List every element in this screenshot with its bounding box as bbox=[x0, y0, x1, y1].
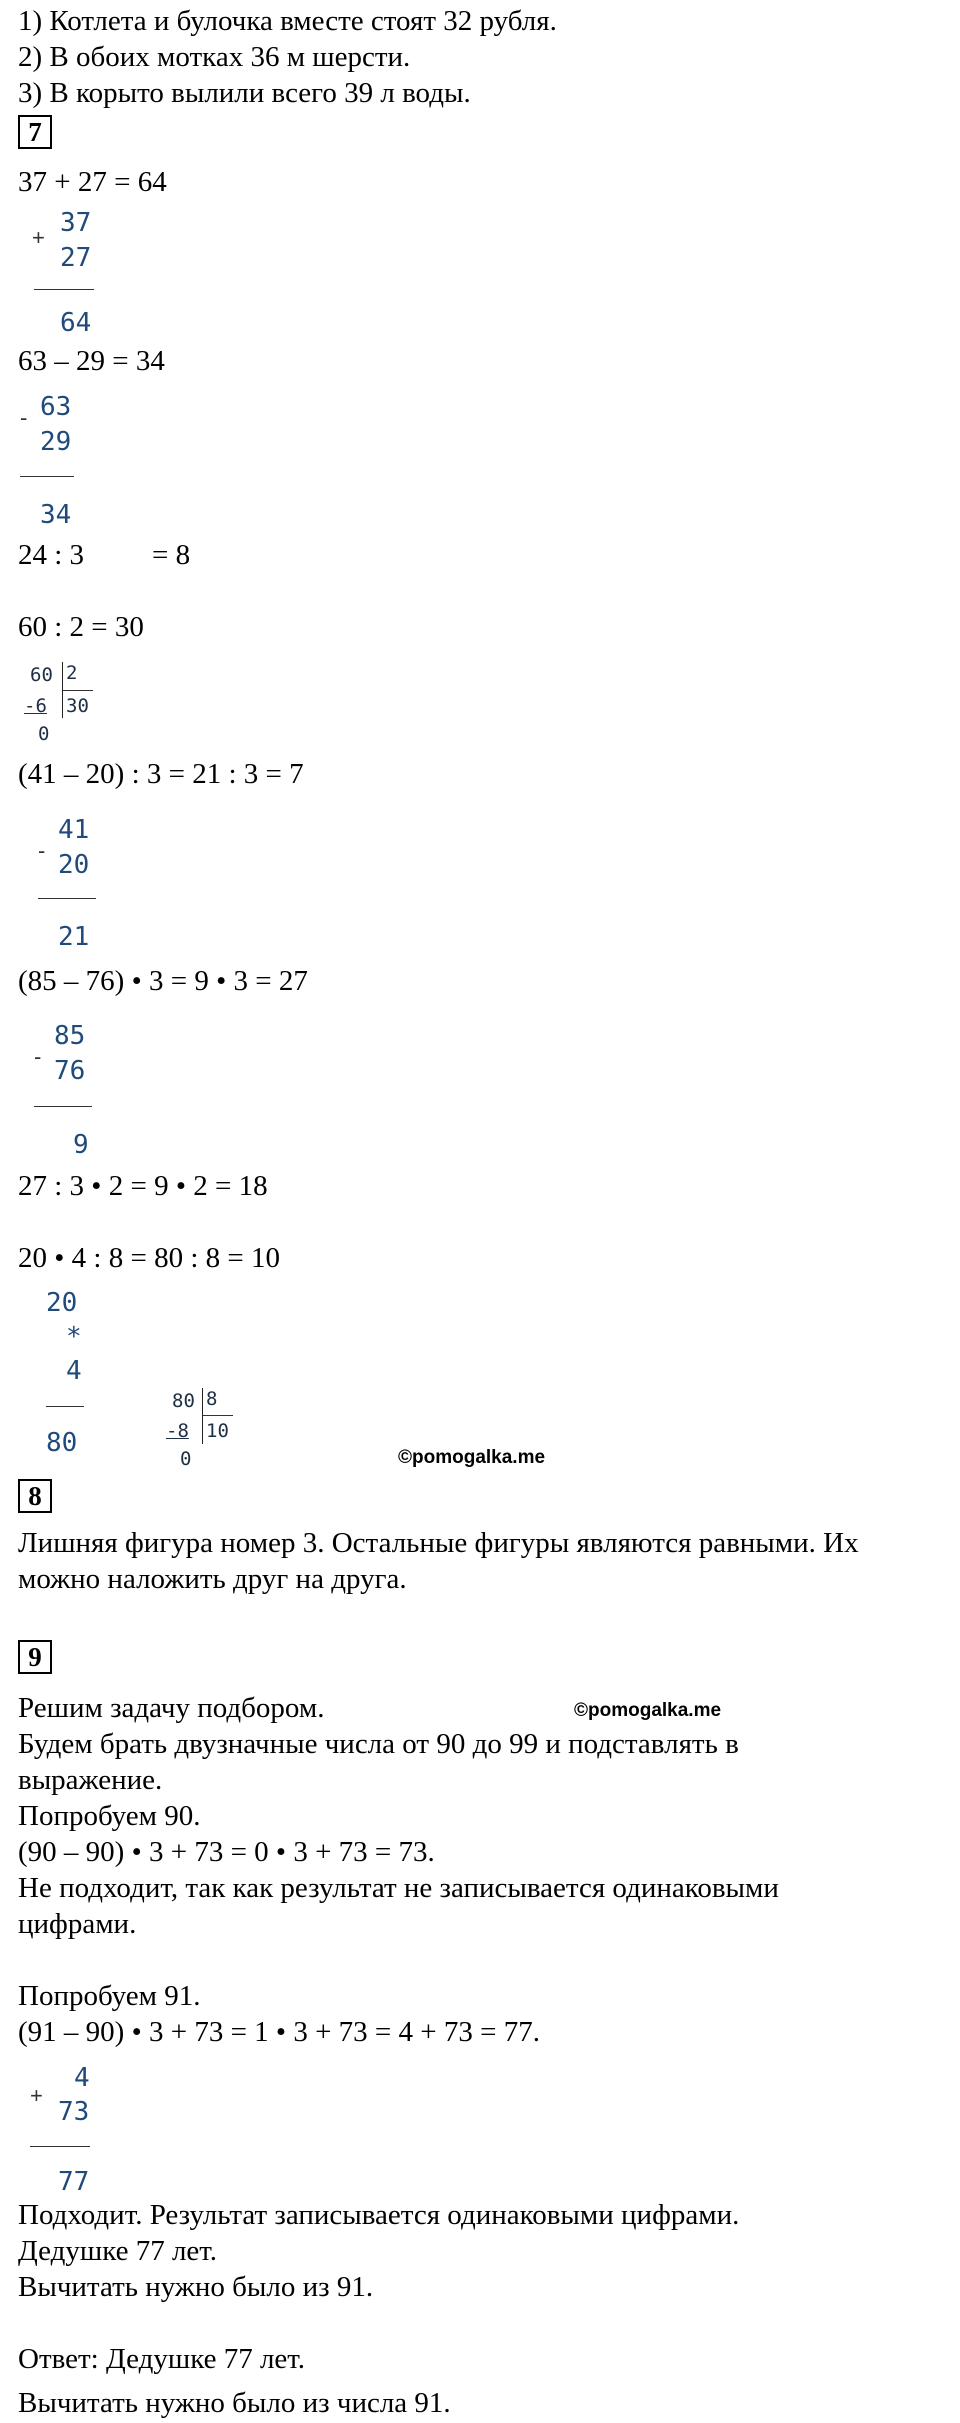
division-bar bbox=[202, 1388, 203, 1444]
watermark: ©pomogalka.me bbox=[574, 1700, 722, 1721]
operand-b: 76 bbox=[54, 1056, 86, 1086]
equation-3: 24 : 3 bbox=[18, 539, 85, 571]
operand-a: 20 bbox=[46, 1288, 78, 1318]
result-line bbox=[46, 1406, 84, 1407]
result-line bbox=[38, 898, 96, 899]
task-9-line-11: Дедушке 77 лет. bbox=[18, 2235, 218, 2267]
remainder: 0 bbox=[180, 1448, 192, 1470]
task-7-number: 7 bbox=[18, 115, 52, 149]
operand-b: 27 bbox=[60, 243, 92, 273]
minus-sign: - bbox=[38, 838, 46, 863]
equation-7: 27 : 3 • 2 = 9 • 2 = 18 bbox=[18, 1170, 268, 1202]
operand-b: 20 bbox=[58, 850, 90, 880]
operand-b: 73 bbox=[58, 2097, 90, 2127]
result: 64 bbox=[60, 308, 92, 338]
task-9-line-5: (90 – 90) • 3 + 73 = 0 • 3 + 73 = 73. bbox=[18, 1836, 435, 1868]
quotient: 30 bbox=[66, 695, 89, 717]
operand-b: 4 bbox=[66, 1356, 82, 1386]
result: 77 bbox=[58, 2167, 90, 2197]
divisor-underline bbox=[203, 1415, 233, 1416]
equation-8: 20 • 4 : 8 = 80 : 8 = 10 bbox=[18, 1242, 280, 1274]
task-9-line-1: Решим задачу подбором. bbox=[18, 1692, 325, 1724]
result: 80 bbox=[46, 1428, 78, 1458]
equation-6: (85 – 76) • 3 = 9 • 3 = 27 bbox=[18, 965, 308, 997]
task-8-line-1: Лишняя фигура номер 3. Остальные фигуры являются равными. Их bbox=[18, 1527, 859, 1559]
intro-line-3: 3) В корыто вылили всего 39 л воды. bbox=[18, 77, 471, 109]
task-8-line-2: можно наложить друг на друга. bbox=[18, 1563, 407, 1595]
result: 34 bbox=[40, 500, 72, 530]
plus-sign: + bbox=[32, 225, 45, 250]
watermark: ©pomogalka.me bbox=[398, 1447, 546, 1468]
task-9-number: 9 bbox=[18, 1640, 52, 1674]
task-9-line-9: (91 – 90) • 3 + 73 = 1 • 3 + 73 = 4 + 73 = 77. bbox=[18, 2016, 540, 2048]
task-9-line-4: Попробуем 90. bbox=[18, 1800, 201, 1832]
result-line bbox=[30, 2146, 90, 2147]
remainder: 0 bbox=[38, 723, 50, 745]
operand-a: 85 bbox=[54, 1021, 86, 1051]
result: 21 bbox=[58, 922, 90, 952]
result-line bbox=[34, 1106, 92, 1107]
task-9-line-7: цифрами. bbox=[18, 1908, 137, 1940]
operand-a: 4 bbox=[74, 2063, 90, 2093]
result: 9 bbox=[73, 1130, 89, 1160]
subtrahend: -8 bbox=[166, 1420, 189, 1442]
task-9-line-6: Не подходит, так как результат не записывается одинаковыми bbox=[18, 1872, 779, 1904]
subtrahend: -6 bbox=[24, 695, 47, 717]
divisor: 2 bbox=[66, 662, 78, 684]
equation-4: 60 : 2 = 30 bbox=[18, 611, 144, 643]
task-9-line-3: выражение. bbox=[18, 1764, 163, 1796]
result-line bbox=[20, 476, 74, 477]
equation-2: 63 – 29 = 34 bbox=[18, 345, 165, 377]
equation-3-result: = 8 bbox=[152, 539, 191, 571]
operand-a: 41 bbox=[58, 815, 90, 845]
quotient: 10 bbox=[206, 1420, 229, 1442]
minus-sign: - bbox=[34, 1044, 42, 1069]
intro-line-2: 2) В обоих мотках 36 м шерсти. bbox=[18, 41, 411, 73]
answer-line-1: Ответ: Дедушке 77 лет. bbox=[18, 2343, 306, 2375]
divisor-underline bbox=[63, 690, 93, 691]
minus-sign: - bbox=[20, 405, 28, 430]
operand-a: 37 bbox=[60, 208, 92, 238]
equation-1: 37 + 27 = 64 bbox=[18, 166, 167, 198]
task-9-line-10: Подходит. Результат записывается одинаковыми цифрами. bbox=[18, 2199, 740, 2231]
task-9-line-2: Будем брать двузначные числа от 90 до 99 и подставлять в bbox=[18, 1728, 739, 1760]
dividend: 80 bbox=[172, 1390, 195, 1412]
plus-sign: + bbox=[30, 2083, 43, 2108]
task-8-number: 8 bbox=[18, 1479, 52, 1513]
intro-line-1: 1) Котлета и булочка вместе стоят 32 рубля. bbox=[18, 5, 557, 37]
dividend: 60 bbox=[30, 664, 53, 686]
multiply-sign: * bbox=[66, 1322, 82, 1352]
operand-b: 29 bbox=[40, 427, 72, 457]
task-9-line-8: Попробуем 91. bbox=[18, 1980, 201, 2012]
divisor: 8 bbox=[206, 1388, 218, 1410]
task-9-line-12: Вычитать нужно было из 91. bbox=[18, 2271, 374, 2303]
answer-line-2: Вычитать нужно было из числа 91. bbox=[18, 2387, 451, 2419]
operand-a: 63 bbox=[40, 392, 72, 422]
equation-5: (41 – 20) : 3 = 21 : 3 = 7 bbox=[18, 758, 304, 790]
result-line bbox=[34, 289, 94, 290]
